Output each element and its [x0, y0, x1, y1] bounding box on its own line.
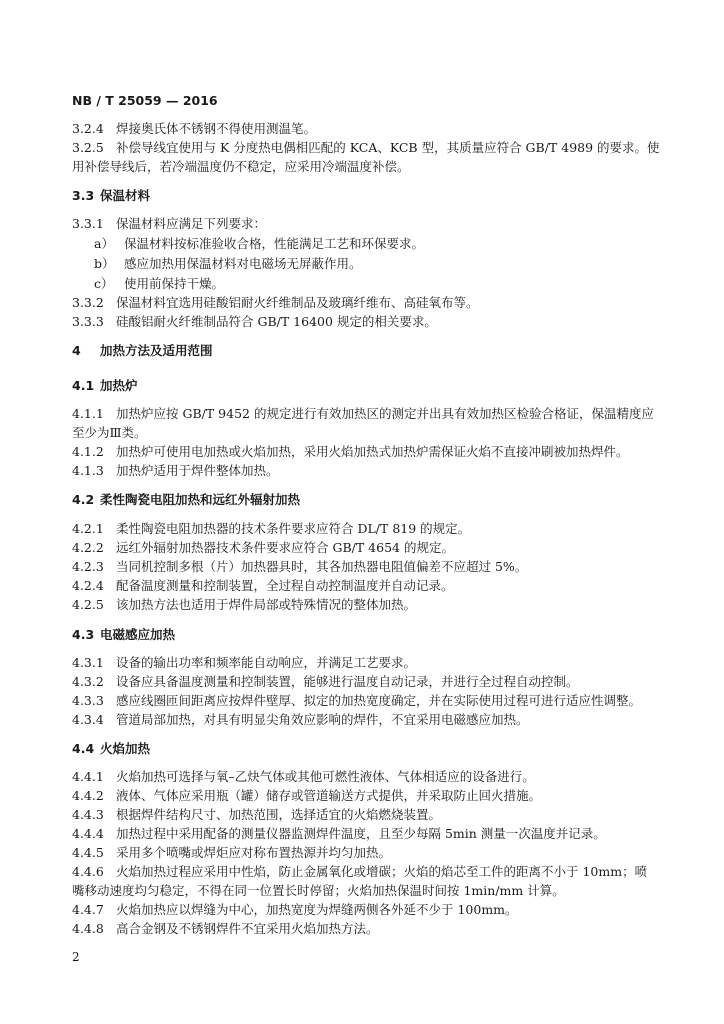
section-title: 保温材料 — [100, 188, 151, 203]
clause-4-2-5 — [72, 597, 416, 612]
clause-4-1-3 — [72, 463, 279, 478]
section-title: 加热方法及适用范围 — [100, 343, 213, 358]
list-item-text: 感应加热用保温材料对电磁场无屏蔽作用。 — [124, 256, 362, 271]
clause-4-4-3 — [72, 807, 441, 822]
clause-text: 该加热方法也适用于焊件局部或特殊情况的整体加热。 — [116, 597, 417, 612]
clause-number: 4.1.2 — [72, 444, 104, 459]
clause-number: 4.4.2 — [72, 788, 104, 803]
clause-4-4-5 — [72, 845, 391, 860]
clause-3-2-5-cont: 用补偿导线后，若冷端温度仍不稳定，应采用冷端温度补偿。 — [72, 159, 410, 174]
clause-text: 加热炉可使用电加热或火焰加热，采用火焰加热式加热炉需保证火焰不直接冲刷被加热焊件。 — [116, 444, 629, 459]
clause-4-4-8 — [72, 921, 379, 936]
clause-text: 加热炉适用于焊件整体加热。 — [116, 463, 279, 478]
clause-3-3-1 — [72, 216, 266, 231]
clause-number: 4.1.3 — [72, 463, 104, 478]
clause-number: 3.2.5 — [72, 140, 104, 155]
clause-text: 采用多个喷嘴或焊炬应对称布置热源并均匀加热。 — [116, 845, 392, 860]
clause-text: 补偿导线宜使用与 K 分度热电偶相匹配的 KCA、KCB 型，其质量应符合 GB/T 4989 的要求。使 — [116, 140, 660, 155]
clause-number: 4.4.4 — [72, 826, 104, 841]
clause-4-1-1 — [72, 406, 654, 421]
clause-number: 3.3.2 — [72, 295, 104, 310]
clause-4-4-6 — [72, 864, 647, 879]
list-marker: a） — [94, 236, 114, 251]
clause-text: 高合金钢及不锈钢焊件不宜采用火焰加热方法。 — [116, 921, 379, 936]
clause-3-3-2 — [72, 295, 479, 310]
list-marker: c） — [94, 276, 114, 291]
clause-number: 4.3.3 — [72, 693, 104, 708]
clause-number: 4.3.4 — [72, 712, 104, 727]
list-item-a — [94, 236, 424, 251]
clause-number: 4.3.2 — [72, 674, 104, 689]
list-item-b — [94, 256, 362, 271]
standard-number-header: NB / T 25059 — 2016 — [72, 93, 218, 108]
section-4-1-heading — [72, 378, 138, 393]
clause-text: 加热过程中采用配备的测量仪器监测焊件温度，且至少每隔 5min 测量一次温度并记录。 — [116, 826, 606, 841]
section-title: 火焰加热 — [100, 741, 151, 756]
section-title: 电磁感应加热 — [100, 627, 176, 642]
clause-text: 火焰加热可选择与氧–乙炔气体或其他可燃性液体、气体相适应的设备进行。 — [116, 769, 535, 784]
section-number: 4.2 — [72, 492, 95, 507]
clause-text: 保温材料宜选用硅酸铝耐火纤维制品及玻璃纤维布、高硅氧布等。 — [116, 295, 479, 310]
clause-text: 设备应具备温度测量和控制装置，能够进行温度自动记录，并进行全过程自动控制。 — [116, 674, 579, 689]
clause-3-3-3 — [72, 314, 437, 329]
clause-4-3-3 — [72, 693, 641, 708]
clause-number: 4.4.1 — [72, 769, 104, 784]
list-item-c — [94, 276, 224, 291]
clause-3-2-5 — [72, 140, 660, 155]
section-number: 4.1 — [72, 378, 95, 393]
clause-number: 4.4.5 — [72, 845, 104, 860]
clause-number: 4.3.1 — [72, 655, 104, 670]
clause-number: 4.2.5 — [72, 597, 104, 612]
clause-4-2-3 — [72, 559, 527, 574]
section-3-3-heading — [72, 188, 150, 203]
section-4-3-heading — [72, 627, 175, 642]
clause-text: 火焰加热应以焊缝为中心，加热宽度为焊缝两侧各外延不少于 100mm。 — [116, 902, 518, 917]
clause-text: 焊接奥氏体不锈钢不得使用测温笔。 — [116, 121, 317, 136]
clause-4-4-1 — [72, 769, 535, 784]
clause-4-1-2 — [72, 444, 629, 459]
clause-text: 远红外辐射加热器技术条件要求应符合 GB/T 4654 的规定。 — [116, 540, 454, 555]
page-number: 2 — [72, 950, 80, 964]
clause-text: 液体、气体应采用瓶（罐）储存或管道输送方式提供，并采取防止回火措施。 — [116, 788, 542, 803]
clause-3-2-4 — [72, 121, 316, 136]
section-title: 柔性陶瓷电阻加热和远红外辐射加热 — [100, 492, 301, 507]
clause-4-4-2 — [72, 788, 541, 803]
clause-text: 柔性陶瓷电阻加热器的技术条件要求应符合 DL/T 819 的规定。 — [116, 521, 471, 536]
list-item-text: 保温材料按标准验收合格，性能满足工艺和环保要求。 — [124, 236, 425, 251]
clause-number: 3.3.1 — [72, 216, 104, 231]
section-number: 4.4 — [72, 741, 95, 756]
clause-text: 火焰加热过程应采用中性焰，防止金属氧化或增碳；火焰的焰芯至工件的距离不小于 10mm；喷 — [116, 864, 648, 879]
section-number: 4 — [72, 343, 81, 358]
clause-number: 4.4.6 — [72, 864, 104, 879]
clause-text: 管道局部加热，对具有明显尖角效应影响的焊件，不宜采用电磁感应加热。 — [116, 712, 529, 727]
clause-number: 4.2.2 — [72, 540, 104, 555]
clause-4-4-4 — [72, 826, 606, 841]
clause-number: 4.2.4 — [72, 578, 104, 593]
clause-4-4-6-cont: 嘴移动速度均匀稳定，不得在同一位置长时停留；火焰加热保温时间按 1min/mm 计算。 — [72, 883, 565, 898]
clause-number: 4.4.8 — [72, 921, 104, 936]
clause-4-3-4 — [72, 712, 529, 727]
clause-text: 保温材料应满足下列要求： — [116, 216, 267, 231]
clause-4-1-1-cont: 至少为Ⅲ类。 — [72, 425, 147, 440]
clause-text: 根据焊件结构尺寸、加热范围，选择适宜的火焰燃烧装置。 — [116, 807, 442, 822]
clause-number: 4.2.1 — [72, 521, 104, 536]
section-title: 加热炉 — [100, 378, 138, 393]
clause-text: 硅酸铝耐火纤维制品符合 GB/T 16400 规定的相关要求。 — [116, 314, 437, 329]
clause-4-4-7 — [72, 902, 518, 917]
clause-4-2-2 — [72, 540, 454, 555]
section-number: 4.3 — [72, 627, 95, 642]
list-marker: b） — [94, 256, 115, 271]
clause-text: 加热炉应按 GB/T 9452 的规定进行有效加热区的测定并出具有效加热区检验合格证，保温精度应 — [116, 406, 654, 421]
clause-number: 4.1.1 — [72, 406, 104, 421]
clause-4-2-1 — [72, 521, 470, 536]
section-4-2-heading — [72, 492, 300, 507]
clause-text: 感应线圈匝间距离应按焊件壁厚、拟定的加热宽度确定，并在实际使用过程可进行适应性调整。 — [116, 693, 642, 708]
clause-text: 配备温度测量和控制装置，全过程自动控制温度并自动记录。 — [116, 578, 454, 593]
clause-text: 当同机控制多根（片）加热器具时，其各加热器电阻值偏差不应超过 5%。 — [116, 559, 528, 574]
section-number: 3.3 — [72, 188, 95, 203]
clause-number: 3.2.4 — [72, 121, 104, 136]
clause-number: 4.2.3 — [72, 559, 104, 574]
clause-number: 4.4.7 — [72, 902, 104, 917]
section-4-heading — [72, 343, 213, 358]
section-4-4-heading — [72, 741, 150, 756]
clause-4-2-4 — [72, 578, 454, 593]
clause-4-3-1 — [72, 655, 416, 670]
clause-text: 设备的输出功率和频率能自动响应，并满足工艺要求。 — [116, 655, 417, 670]
clause-number: 4.4.3 — [72, 807, 104, 822]
clause-4-3-2 — [72, 674, 579, 689]
list-item-text: 使用前保持干燥。 — [124, 276, 225, 291]
clause-number: 3.3.3 — [72, 314, 104, 329]
